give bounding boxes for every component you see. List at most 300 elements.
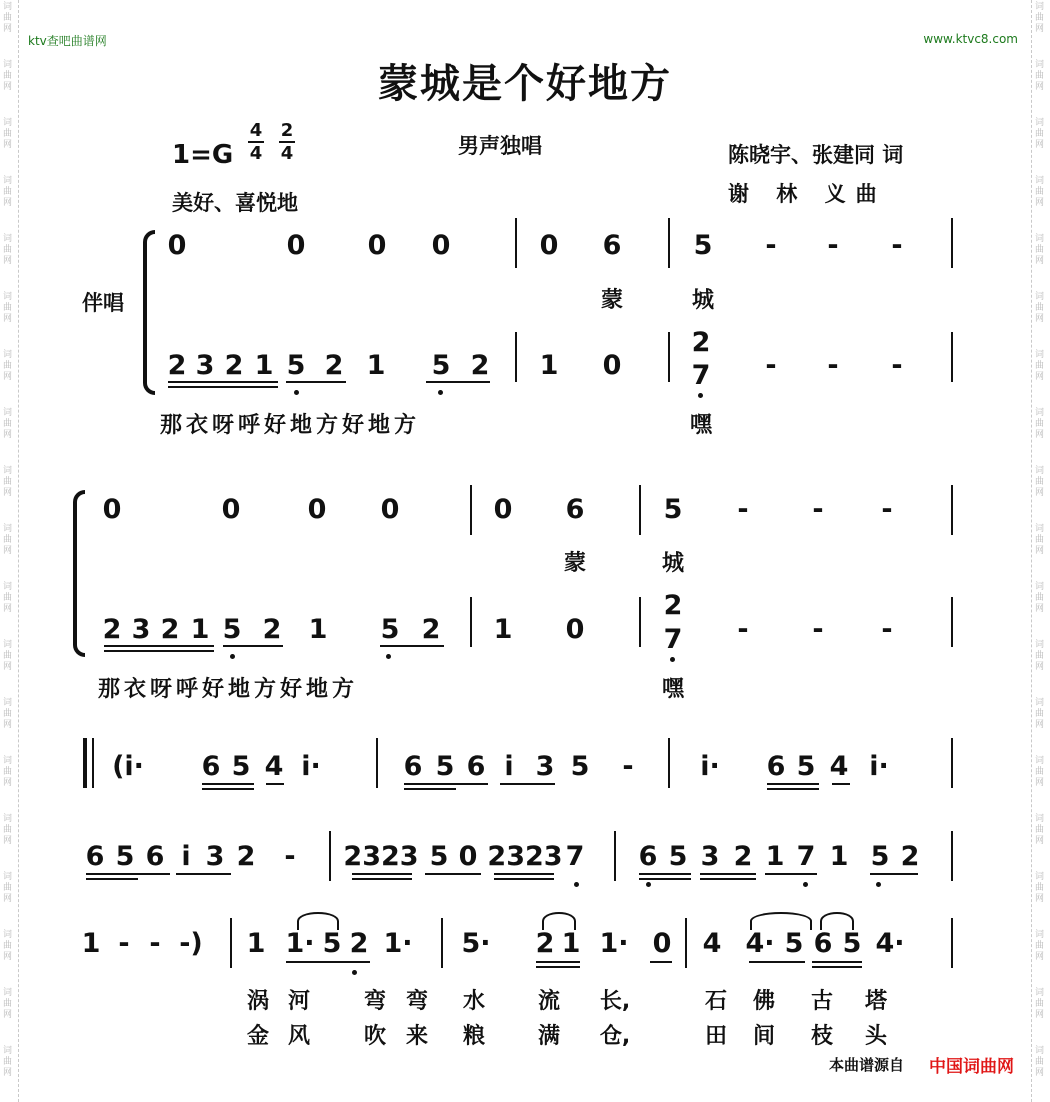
system-2-bottom-note: 1 bbox=[308, 614, 328, 645]
repeat-note: 5 bbox=[570, 751, 590, 782]
interlude-note: 5 bbox=[115, 841, 135, 872]
beat-underline bbox=[639, 878, 691, 880]
side-watermark-char: 网 bbox=[1035, 430, 1045, 440]
side-watermark-char: 网 bbox=[3, 256, 13, 266]
side-watermark-char: 曲 bbox=[1035, 129, 1045, 139]
side-watermark-char: 网 bbox=[1035, 836, 1045, 846]
verse-2-lyric: 来 bbox=[405, 1024, 429, 1049]
side-watermark-char: 词 bbox=[3, 118, 13, 128]
verse-note: 1 bbox=[81, 928, 101, 959]
barline-4a bbox=[329, 831, 331, 881]
repeat-note: 6 bbox=[201, 751, 221, 782]
side-watermark-char: 词 bbox=[3, 756, 13, 766]
system-1-top-lyric: 蒙 bbox=[600, 288, 624, 313]
barline-2a bbox=[470, 485, 472, 535]
interlude-note: 1 bbox=[829, 841, 849, 872]
side-watermark-char: 网 bbox=[3, 140, 13, 150]
side-watermark-char: 词 bbox=[3, 698, 13, 708]
octave-dot bbox=[803, 882, 808, 887]
side-watermark-char: 词 bbox=[1035, 466, 1045, 476]
system-2-top-note: 0 bbox=[493, 494, 513, 525]
beat-underline bbox=[765, 873, 817, 875]
system-1-top-lyric: 城 bbox=[691, 288, 715, 313]
interlude-note: 5 bbox=[429, 841, 449, 872]
barline-2c bbox=[951, 485, 953, 535]
side-watermark-char: 词 bbox=[3, 582, 13, 592]
verse-note: 2 bbox=[349, 928, 369, 959]
verse-2-lyric: 头 bbox=[864, 1024, 888, 1049]
side-watermark-char: 网 bbox=[1035, 140, 1045, 150]
interlude-note: 7 bbox=[565, 841, 585, 872]
barline-2b bbox=[639, 485, 641, 535]
octave-dot bbox=[876, 882, 881, 887]
side-watermark-char: 曲 bbox=[1035, 245, 1045, 255]
verse-2-lyric: 枝 bbox=[810, 1024, 834, 1049]
system-1-bottom-note: 2 bbox=[691, 327, 711, 358]
side-watermark-char: 网 bbox=[3, 836, 13, 846]
right-watermark-strip bbox=[1031, 0, 1050, 1102]
left-watermark-strip bbox=[0, 0, 19, 1102]
side-watermark-char: 网 bbox=[3, 894, 13, 904]
side-watermark-char: 曲 bbox=[3, 303, 13, 313]
verse-note: 5 bbox=[784, 928, 804, 959]
beat-underline bbox=[104, 645, 214, 647]
octave-dot bbox=[352, 970, 357, 975]
side-watermark-char: 词 bbox=[3, 292, 13, 302]
side-watermark-char: 网 bbox=[3, 952, 13, 962]
side-watermark-char: 词 bbox=[3, 176, 13, 186]
verse-1-lyric: 弯 bbox=[405, 989, 429, 1014]
repeat-note: 3 bbox=[535, 751, 555, 782]
interlude-note: 3 bbox=[700, 841, 720, 872]
beat-underline bbox=[404, 783, 488, 785]
repeat-note: i· bbox=[700, 751, 720, 782]
interlude-note: - bbox=[284, 841, 296, 872]
interlude-note: 5 bbox=[870, 841, 890, 872]
side-watermark-char: 词 bbox=[3, 60, 13, 70]
verse-1-lyric: 塔 bbox=[864, 989, 888, 1014]
system-2-bottom-note: 3 bbox=[131, 614, 151, 645]
repeat-note: i bbox=[504, 751, 514, 782]
side-watermark-char: 词 bbox=[3, 234, 13, 244]
verse-note: 6 bbox=[813, 928, 833, 959]
side-watermark-char: 网 bbox=[3, 372, 13, 382]
verse-2-lyric: 吹 bbox=[363, 1024, 387, 1049]
system-2-top-note: 0 bbox=[221, 494, 241, 525]
composer: 谢 林 义曲 bbox=[728, 182, 887, 206]
beat-underline bbox=[700, 873, 756, 875]
side-watermark-char: 曲 bbox=[3, 593, 13, 603]
side-watermark-char: 词 bbox=[3, 350, 13, 360]
verse-1-lyric: 佛 bbox=[752, 989, 776, 1014]
side-watermark-char: 词 bbox=[1035, 698, 1045, 708]
side-watermark-char: 曲 bbox=[1035, 767, 1045, 777]
side-watermark-char: 词 bbox=[1035, 176, 1045, 186]
interlude-note: 2 bbox=[900, 841, 920, 872]
repeat-note: 6 bbox=[466, 751, 486, 782]
beat-underline bbox=[700, 878, 756, 880]
interlude-note: 0 bbox=[458, 841, 478, 872]
side-watermark-char: 曲 bbox=[1035, 1057, 1045, 1067]
barline-1a bbox=[515, 218, 517, 268]
beat-underline bbox=[104, 650, 214, 652]
side-watermark-char: 网 bbox=[1035, 952, 1045, 962]
beat-underline bbox=[536, 961, 580, 963]
left-site-label: ktv查吧曲谱网 bbox=[28, 34, 107, 48]
beat-underline bbox=[812, 966, 862, 968]
beat-underline bbox=[639, 873, 691, 875]
side-watermark-char: 曲 bbox=[1035, 71, 1045, 81]
side-watermark-char: 网 bbox=[1035, 604, 1045, 614]
side-watermark-char: 网 bbox=[1035, 24, 1045, 34]
barline-1d bbox=[515, 332, 517, 382]
side-watermark-char: 曲 bbox=[3, 1057, 13, 1067]
system-2-bottom-note: 2 bbox=[102, 614, 122, 645]
system-2-bottom-note: 1 bbox=[493, 614, 513, 645]
beat-underline bbox=[494, 878, 554, 880]
system-1-bottom-note: - bbox=[765, 350, 777, 381]
system-1-top-note: 0 bbox=[286, 230, 306, 261]
verse-1-lyric: 长, bbox=[599, 989, 631, 1014]
verse-note: 4· bbox=[745, 928, 775, 959]
repeat-note: 6 bbox=[766, 751, 786, 782]
barline-3b bbox=[668, 738, 670, 788]
tie-mark bbox=[297, 912, 339, 930]
repeat-note: 5 bbox=[231, 751, 251, 782]
side-watermark-char: 曲 bbox=[3, 419, 13, 429]
interlude-note: 6 bbox=[85, 841, 105, 872]
verse-2-lyric: 满 bbox=[537, 1024, 561, 1049]
side-watermark-char: 词 bbox=[1035, 350, 1045, 360]
side-watermark-char: 词 bbox=[1035, 640, 1045, 650]
system-1-bottom-note: 5 bbox=[286, 350, 306, 381]
verse-1-lyric: 古 bbox=[810, 989, 834, 1014]
system-1-brace bbox=[143, 230, 155, 395]
side-watermark-char: 曲 bbox=[1035, 13, 1045, 23]
side-watermark-char: 网 bbox=[3, 488, 13, 498]
system-1-top-note: 0 bbox=[431, 230, 451, 261]
time-signature-2-4: 2 4 bbox=[280, 120, 294, 164]
side-watermark-char: 词 bbox=[1035, 292, 1045, 302]
side-watermark-char: 曲 bbox=[1035, 419, 1045, 429]
beat-underline bbox=[202, 788, 254, 790]
verse-1-lyric: 河 bbox=[287, 989, 311, 1014]
system-2-bottom-note: - bbox=[737, 614, 749, 645]
verse-note: 1· bbox=[383, 928, 413, 959]
side-watermark-char: 词 bbox=[1035, 930, 1045, 940]
side-watermark-char: 词 bbox=[3, 1046, 13, 1056]
side-watermark-char: 曲 bbox=[1035, 593, 1045, 603]
system-2-top-note: - bbox=[881, 494, 893, 525]
side-watermark-char: 网 bbox=[3, 662, 13, 672]
repeat-note: (i· bbox=[112, 751, 144, 782]
side-watermark-char: 网 bbox=[3, 1068, 13, 1078]
side-watermark-char: 曲 bbox=[1035, 303, 1045, 313]
side-watermark-char: 词 bbox=[1035, 2, 1045, 12]
side-watermark-char: 网 bbox=[3, 1010, 13, 1020]
lyricists: 陈晓宇、张建同 词 bbox=[728, 143, 904, 167]
beat-underline bbox=[286, 381, 346, 383]
system-1-top-note: 0 bbox=[367, 230, 387, 261]
barline-3a bbox=[376, 738, 378, 788]
side-watermark-char: 网 bbox=[3, 314, 13, 324]
side-watermark-char: 词 bbox=[3, 640, 13, 650]
system-1-top-note: - bbox=[891, 230, 903, 261]
system-2-top-note: 5 bbox=[663, 494, 683, 525]
side-watermark-char: 网 bbox=[3, 24, 13, 34]
verse-note: 0 bbox=[652, 928, 672, 959]
system-2-bottom-note: 1 bbox=[190, 614, 210, 645]
system-1-top-note: 5 bbox=[693, 230, 713, 261]
system-1-bottom-note: - bbox=[891, 350, 903, 381]
side-watermark-char: 曲 bbox=[3, 941, 13, 951]
system-1-bottom-note: 1 bbox=[366, 350, 386, 381]
beat-underline bbox=[348, 961, 370, 963]
octave-dot bbox=[294, 390, 299, 395]
verse-2-lyric: 风 bbox=[287, 1024, 311, 1049]
verse-note: 5· bbox=[461, 928, 491, 959]
beat-underline bbox=[266, 783, 284, 785]
tie-mark bbox=[820, 912, 854, 930]
interlude-note: 6 bbox=[145, 841, 165, 872]
octave-dot bbox=[646, 882, 651, 887]
interlude-note: 7 bbox=[796, 841, 816, 872]
system-2-bottom-note: 2 bbox=[663, 590, 683, 621]
beat-underline bbox=[223, 645, 283, 647]
side-watermark-char: 曲 bbox=[3, 825, 13, 835]
side-watermark-char: 曲 bbox=[3, 651, 13, 661]
system-1-bottom-note: 1 bbox=[254, 350, 274, 381]
verse-note: 1· bbox=[599, 928, 629, 959]
verse-note: - bbox=[118, 928, 130, 959]
repeat-note: 5 bbox=[796, 751, 816, 782]
verse-note: -) bbox=[179, 928, 203, 959]
beat-underline bbox=[749, 961, 805, 963]
repeat-note: i· bbox=[869, 751, 889, 782]
system-1-bottom-note: - bbox=[827, 350, 839, 381]
repeat-note: 4 bbox=[264, 751, 284, 782]
verse-2-lyric: 田 bbox=[704, 1024, 728, 1049]
system-2-top-lyric: 城 bbox=[661, 551, 685, 576]
verse-note: 5 bbox=[322, 928, 342, 959]
interlude-note: 2323 bbox=[487, 841, 563, 872]
system-2-bottom-note: 2 bbox=[160, 614, 180, 645]
side-watermark-char: 网 bbox=[3, 604, 13, 614]
beat-underline bbox=[425, 873, 481, 875]
verse-1-lyric: 水 bbox=[462, 989, 486, 1014]
right-site-label: www.ktvc8.com bbox=[923, 32, 1018, 46]
system-2-bottom-note: - bbox=[812, 614, 824, 645]
repeat-note: 6 bbox=[403, 751, 423, 782]
side-watermark-char: 曲 bbox=[3, 245, 13, 255]
barline-4b bbox=[614, 831, 616, 881]
system-2-top-lyric: 蒙 bbox=[563, 551, 587, 576]
side-watermark-char: 词 bbox=[1035, 524, 1045, 534]
beat-underline bbox=[500, 783, 555, 785]
side-watermark-char: 曲 bbox=[1035, 883, 1045, 893]
side-watermark-char: 网 bbox=[1035, 894, 1045, 904]
octave-dot bbox=[438, 390, 443, 395]
side-watermark-char: 曲 bbox=[3, 767, 13, 777]
barline-2f bbox=[951, 597, 953, 647]
beat-underline bbox=[286, 961, 350, 963]
side-watermark-char: 曲 bbox=[3, 129, 13, 139]
tie-mark bbox=[542, 912, 576, 930]
system-2-brace bbox=[73, 490, 85, 657]
repeat-start-thick-line bbox=[83, 738, 87, 788]
barline-1b bbox=[668, 218, 670, 268]
beat-underline bbox=[404, 788, 456, 790]
system-1-bottom-note: 2 bbox=[324, 350, 344, 381]
accompaniment-label: 伴唱 bbox=[82, 291, 124, 315]
side-watermark-char: 词 bbox=[3, 466, 13, 476]
beat-underline bbox=[168, 386, 278, 388]
side-watermark-char: 网 bbox=[3, 198, 13, 208]
beat-underline bbox=[650, 961, 672, 963]
side-watermark-char: 曲 bbox=[1035, 709, 1045, 719]
interlude-note: 1 bbox=[765, 841, 785, 872]
system-1-bottom-lyric-end: 嘿 bbox=[689, 413, 713, 438]
octave-dot bbox=[670, 657, 675, 662]
verse-1-lyric: 涡 bbox=[246, 989, 270, 1014]
side-watermark-char: 词 bbox=[1035, 1046, 1045, 1056]
side-watermark-char: 词 bbox=[3, 930, 13, 940]
beat-underline bbox=[380, 645, 444, 647]
system-1-bottom-note: 3 bbox=[195, 350, 215, 381]
barline-3c bbox=[951, 738, 953, 788]
side-watermark-char: 网 bbox=[1035, 314, 1045, 324]
side-watermark-char: 网 bbox=[1035, 720, 1045, 730]
side-watermark-char: 曲 bbox=[1035, 187, 1045, 197]
side-watermark-char: 词 bbox=[3, 872, 13, 882]
beat-underline bbox=[494, 873, 554, 875]
beat-underline bbox=[176, 873, 231, 875]
side-watermark-char: 曲 bbox=[3, 883, 13, 893]
system-1-bottom-note: 2 bbox=[167, 350, 187, 381]
beat-underline bbox=[536, 966, 580, 968]
score-title: 蒙城是个好地方 bbox=[378, 61, 672, 107]
side-watermark-char: 网 bbox=[1035, 778, 1045, 788]
side-watermark-char: 网 bbox=[1035, 488, 1045, 498]
side-watermark-char: 曲 bbox=[3, 361, 13, 371]
beat-underline bbox=[168, 381, 278, 383]
side-watermark-char: 曲 bbox=[1035, 651, 1045, 661]
beat-underline bbox=[767, 783, 819, 785]
beat-underline bbox=[812, 961, 862, 963]
beat-underline bbox=[352, 878, 412, 880]
system-2-bottom-note: 0 bbox=[565, 614, 585, 645]
beat-underline bbox=[352, 873, 412, 875]
verse-note: 4 bbox=[702, 928, 722, 959]
system-2-bottom-lyric-end: 嘿 bbox=[661, 677, 685, 702]
system-2-top-note: - bbox=[812, 494, 824, 525]
verse-note: 2 bbox=[535, 928, 555, 959]
octave-dot bbox=[574, 882, 579, 887]
side-watermark-char: 词 bbox=[1035, 582, 1045, 592]
system-2-bottom-lyrics: 那衣呀呼好地方好地方 bbox=[98, 677, 359, 702]
verse-note: 1 bbox=[561, 928, 581, 959]
side-watermark-char: 词 bbox=[3, 408, 13, 418]
system-1-bottom-lyrics: 那衣呀呼好地方好地方 bbox=[160, 413, 421, 438]
system-2-top-note: 0 bbox=[307, 494, 327, 525]
side-watermark-char: 曲 bbox=[1035, 941, 1045, 951]
side-watermark-char: 网 bbox=[3, 82, 13, 92]
beat-underline bbox=[832, 783, 850, 785]
tie-mark bbox=[750, 912, 812, 930]
barline-1e bbox=[668, 332, 670, 382]
side-watermark-char: 曲 bbox=[1035, 535, 1045, 545]
interlude-note: 6 bbox=[638, 841, 658, 872]
system-1-top-note: - bbox=[765, 230, 777, 261]
side-watermark-char: 词 bbox=[3, 988, 13, 998]
beat-underline bbox=[767, 788, 819, 790]
verse-2-lyric: 间 bbox=[752, 1024, 776, 1049]
system-1-top-note: 0 bbox=[167, 230, 187, 261]
side-watermark-char: 词 bbox=[1035, 118, 1045, 128]
beat-underline bbox=[870, 873, 918, 875]
system-2-bottom-note: 2 bbox=[421, 614, 441, 645]
side-watermark-char: 网 bbox=[1035, 82, 1045, 92]
side-watermark-char: 词 bbox=[3, 814, 13, 824]
barline-5b bbox=[441, 918, 443, 968]
source-text: 本曲谱源自 bbox=[828, 1056, 904, 1074]
system-1-bottom-note: 0 bbox=[602, 350, 622, 381]
system-1-bottom-note: 7 bbox=[691, 360, 711, 391]
system-2-top-note: - bbox=[737, 494, 749, 525]
interlude-note: i bbox=[181, 841, 191, 872]
side-watermark-char: 词 bbox=[3, 2, 13, 12]
key-signature: 1=G bbox=[172, 140, 234, 170]
side-watermark-char: 曲 bbox=[1035, 825, 1045, 835]
barline-5c bbox=[685, 918, 687, 968]
system-1-bottom-note: 2 bbox=[224, 350, 244, 381]
side-watermark-char: 词 bbox=[1035, 234, 1045, 244]
beat-underline bbox=[86, 878, 138, 880]
system-2-bottom-note: 5 bbox=[222, 614, 242, 645]
side-watermark-char: 曲 bbox=[3, 187, 13, 197]
side-watermark-char: 词 bbox=[1035, 872, 1045, 882]
verse-1-lyric: 弯 bbox=[363, 989, 387, 1014]
system-1-top-note: 6 bbox=[602, 230, 622, 261]
barline-5d bbox=[951, 918, 953, 968]
side-watermark-char: 曲 bbox=[3, 999, 13, 1009]
side-watermark-char: 曲 bbox=[1035, 999, 1045, 1009]
interlude-note: 2323 bbox=[343, 841, 419, 872]
system-2-bottom-note: 7 bbox=[663, 624, 683, 655]
verse-1-lyric: 石 bbox=[704, 989, 728, 1014]
verse-note: 1 bbox=[246, 928, 266, 959]
system-2-top-note: 0 bbox=[102, 494, 122, 525]
side-watermark-char: 曲 bbox=[3, 477, 13, 487]
verse-note: 5 bbox=[842, 928, 862, 959]
barline-5a bbox=[230, 918, 232, 968]
repeat-start-thin-line bbox=[92, 738, 94, 788]
beat-underline bbox=[202, 783, 254, 785]
side-watermark-char: 网 bbox=[1035, 372, 1045, 382]
side-watermark-char: 网 bbox=[3, 778, 13, 788]
system-2-bottom-note: 5 bbox=[380, 614, 400, 645]
verse-note: 4· bbox=[875, 928, 905, 959]
repeat-note: - bbox=[622, 751, 634, 782]
beat-underline bbox=[86, 873, 170, 875]
repeat-note: 4 bbox=[829, 751, 849, 782]
system-1-bottom-note: 5 bbox=[431, 350, 451, 381]
side-watermark-char: 网 bbox=[1035, 1068, 1045, 1078]
side-watermark-char: 网 bbox=[3, 546, 13, 556]
octave-dot bbox=[230, 654, 235, 659]
time-signature-4-4: 4 4 bbox=[249, 120, 263, 164]
verse-1-lyric: 流 bbox=[537, 989, 561, 1014]
